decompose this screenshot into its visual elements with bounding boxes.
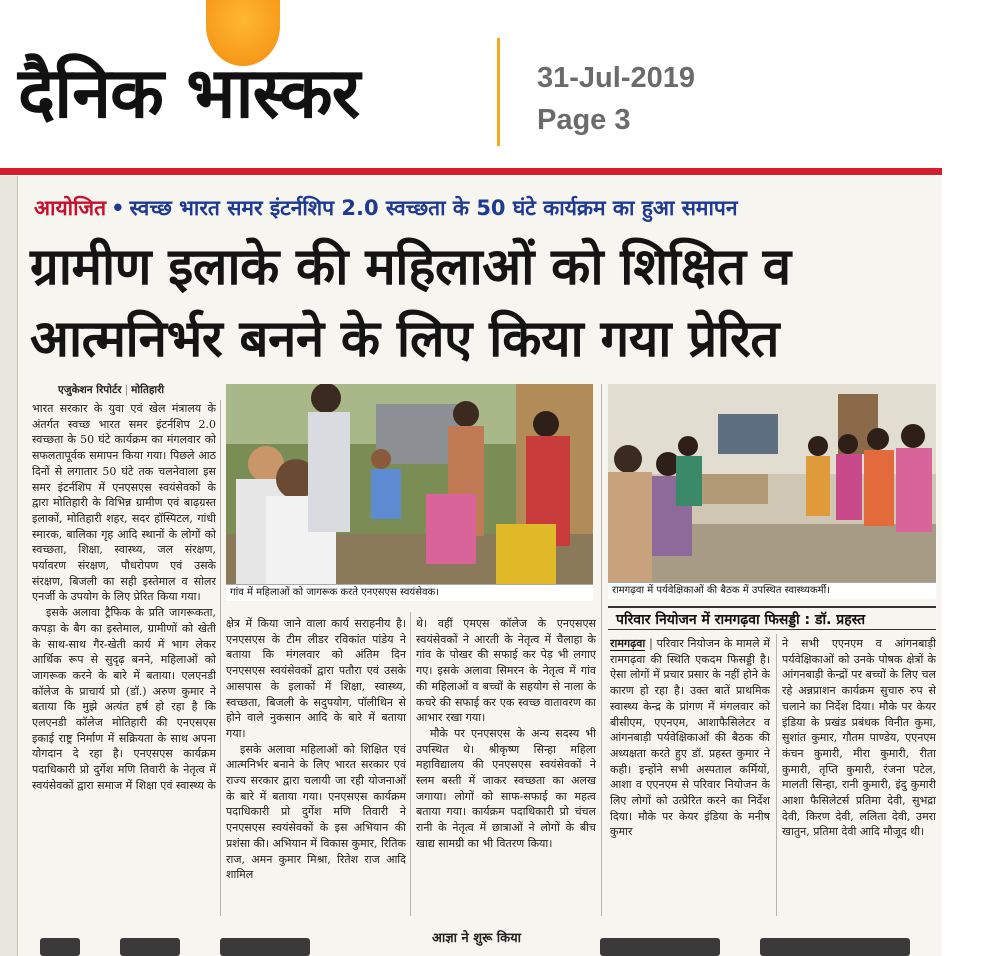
paragraph-body: परिवार नियोजन के मामले में रामगढ़वा की स्थिति एकदम फिसड्डी है। ऐसा लोगों में प्रचार प्रसार के नहीं होने के कारण हो रहा है। उक्त बातें प्राथमिक स्वास्थ्य केन्द्र के प्रांगण में मंगलवार को बीसीएम, एएनएम, आशाफैसिलेटर व आंगनबाड़ी पर्यवेक्षिकाओं की बैठक की अध्यक्षता करते हुए डॉ. प्रहस्त कुमार ने कही। इन्होंने सभी अस्पताल कर्मियों, आशा व एएनएम से परिवार नियोजन के लिए लोगों को उत्प्रेरित करने का निर्देश दिया। मौके पर केयर इंडिया के मनीष कुमार: [610, 637, 770, 839]
column-rule: [220, 400, 221, 916]
paragraph: थे। वहीं एमएस कॉलेज के एनएसएस स्वयंसेवकों ने आरती के नेतृत्व में चैलाहा के गांव के पोखर की सफाई कर पेड़ भी लगाए गए। इसके अलावा सिमरन के नेतृत्व में गांव की महिलाओं व बच्चों के सहयोग से नाला के कचरे की सफाई कर एक स्वच्छ वातावरण का आभार रखा गया।: [416, 617, 596, 725]
headline-line-2: आत्मनिर्भर बनने के लिए किया गया प्रेरित: [30, 310, 779, 369]
headline-line-1: ग्रामीण इलाके की महिलाओं को शिक्षित व: [30, 238, 791, 297]
byline-separator: |: [124, 384, 129, 396]
byline-place: मोतिहारी: [131, 384, 165, 396]
kicker-line: [34, 192, 737, 224]
cropped-headline-fragment: [40, 938, 80, 956]
photo-volunteers-with-women: [226, 384, 593, 584]
page-number: Page 3: [537, 104, 631, 136]
masthead-divider: [497, 38, 500, 146]
kicker-bullet: •: [111, 196, 125, 220]
photo-health-meeting: [608, 384, 936, 582]
paragraph: भारत सरकार के युवा एवं खेल मंत्रालय के अंतर्गत स्वच्छ भारत समर इंटर्नशिप 2.0 स्वच्छता के 50 घंटे कार्यक्रम का मंगलवार को सफलतापूर्वक समापन किया गया। पिछले आठ दिनों से लगातार 50 घंटे तक चलनेवाला इस समर इंटर्नशिप में एनएसएस स्वयंसेवकों के द्वारा मोतिहारी के विभिन्न ग्रामीण एवं बाढ़ग्रस्त इलाकों, मोतिहारी शहर, सदर हॉस्पिटल, गांधी स्मारक, बालिका गृह आदि स्थानों के लोगों को स्वच्छता, शिक्षा, स्वास्थ्य, जल संरक्षण, पर्यावरण संरक्षण, पौधरोपण एवं उसके संरक्षण, बिजली का सही इस्तेमाल व सोलर एनर्जी के उपयोग के लिए प्रेरित किया गया।: [32, 402, 216, 604]
cropped-headline-fragment: [760, 938, 910, 956]
side-story-headline: परिवार नियोजन में रामगढ़वा फिसड्डी : डॉ. प्रहस्त: [608, 606, 936, 630]
cropped-headline-fragment: [220, 938, 310, 956]
kicker-tag: आयोजित: [34, 196, 107, 220]
article-column-2: [226, 616, 406, 916]
headline: [30, 232, 930, 376]
side-story-column-1: [610, 636, 770, 916]
dateline: रामगढ़वा: [610, 637, 646, 650]
paragraph: इसके अलावा ट्रैफिक के प्रति जागरूकता, कपड़ा के बैग का इस्तेमाल, ग्रामीणों को खेती के साथ-साथ गैर-खेती कार्य में भाग लेकर आर्थिक रूप से सुदृढ़ बनने, महिलाओं को जागरूक करने के बारे में बताया। एलएनडी कॉलेज के प्राचार्य प्रो (डॉ.) अरुण कुमार ने बताया कि मुझे अत्यंत हर्ष हो रहा है कि एलएनडी कॉलेज मोतिहारी की एनएसएस इकाई राष्ट्र निर्माण में सक्रियता के साथ अपना योगदान दे रहा है। एनएसएस कार्यक्रम पदाधिकारी प्रो दुर्गेश मणि तिवारी के नेतृत्व में स्वयंसेवकों द्वारा समाज में शिक्षा एवं स्वास्थ्य के: [32, 606, 216, 792]
paragraph: मौके पर एनएसएस के अन्य सदस्य भी उपस्थित थे। श्रीकृष्ण सिन्हा महिला महाविद्यालय की एनएसएस स्वयंसेवकों ने स्लम बस्ती में जाकर स्वच्छता का अलख जगाया। लोगों को साफ-सफाई का महत्व बताया गया। कार्यक्रम पदाधिकारी प्रो चंचल रानी के नेतृत्व में छात्राओं ने लोगों के बीच खाद्य सामग्री का भी वितरण किया।: [416, 726, 596, 850]
cropped-headline-fragment: [120, 938, 180, 956]
newspaper-logo: दैनिक भास्कर: [18, 52, 360, 134]
paragraph: क्षेत्र में किया जाने वाला कार्य सराहनीय है। एनएसएस के टीम लीडर रविकांत पांडेय ने बताया कि मंगलवार को अंतिम दिन एनएसएस स्वयंसेवकों द्वारा पतौरा एवं उसके आसपास के इलाकों में शिक्षा, स्वास्थ्य, स्वच्छता, बिजली के सदुपयोग, पॉलीथिन से होने वाले नुकसान आदि के बारे में बताया गया।: [226, 617, 406, 740]
column-rule: [601, 384, 602, 916]
kicker-text: स्वच्छ भारत समर इंटर्नशिप 2.0 स्वच्छता के 50 घंटे कार्यक्रम का हुआ समापन: [129, 196, 738, 220]
photo-1-caption: गांव में महिलाओं को जागरूक करते एनएसएस स्वयंसेवक।: [226, 584, 593, 601]
photo-illustration: [226, 384, 593, 584]
byline-author: एजुकेशन रिपोर्टर: [58, 384, 122, 396]
edition-date: 31-Jul-2019: [537, 62, 695, 94]
column-rule: [776, 634, 777, 916]
next-article-teaser: [0, 928, 942, 956]
article-column-1: [32, 401, 216, 913]
paragraph: इसके अलावा महिलाओं को शिक्षित एवं आत्मनिर्भर बनाने के लिए भारत सरकार एवं राज्य सरकार द्वारा चलायी जा रही योजनाओं के बारे में बताया गया। एनएसएस कार्यक्रम पदाधिकारी प्रो दुर्गेश मणि तिवारी ने एनएसएस स्वयंसेवकों के इस अभियान की प्रशंसा की। अभियान में विकास कुमार, रितिक राज, अमन कुमार मिश्रा, रितेश राज आदि शामिल: [226, 742, 406, 882]
photo-illustration: [608, 384, 936, 582]
paragraph: रामगढ़वा | परिवार नियोजन के मामले में रामगढ़वा की स्थिति एकदम फिसड्डी है। ऐसा लोगों में प्रचार प्रसार के नहीं होने के कारण हो रहा है। उक्त बातें प्राथमिक स्वास्थ्य केन्द्र के प्रांगण में मंगलवार को बीसीएम, एएनएम, आशाफैसिलेटर व आंगनबाड़ी पर्यवेक्षिकाओं की बैठक की अध्यक्षता करते हुए डॉ. प्रहस्त कुमार ने कही। इन्होंने सभी अस्पताल कर्मियों, आशा व एएनएम से परिवार नियोजन के लिए लोगों को उत्प्रेरित करने का निर्देश दिया। मौके पर केयर इंडिया के मनीष कुमार: [610, 637, 770, 839]
paragraph: ने सभी एएनएम व आंगनबाड़ी पर्यवेक्षिकाओं को उनके पोषक क्षेत्रों के आंगनबाड़ी केन्द्रों पर बच्चों के लिए चल रहे अन्नप्राशन कार्यक्रम सुचारु रुप से चलाने का निर्देश दिया। मौके पर केयर इंडिया के प्रखंड प्रबंधक विनीत कुमा, सुशांत कुमार, गौतम पाण्डेय, एएनएम कंचन कुमारी, मीरा कुमारी, रीता कुमारी, तृप्ति कुमारी, रंजना पटेल, मालती सिन्हा, रानी कुमारी, इंदु कुमारी आशा फैसिलेटर्स प्रतिमा देवी, सुभद्रा देवी, किरण देवी, ललिता देवी, उमरा खातुन, प्रतिमा देवी आदि मौजूद थी।: [782, 637, 936, 839]
photo-2-caption: रामगढ़वा में पर्यवेक्षिकाओं की बैठक में उपस्थित स्वास्थ्यकर्मी।: [608, 582, 936, 599]
side-story-column-2: [782, 636, 936, 916]
masthead-rule: [0, 168, 942, 175]
column-rule: [410, 612, 411, 916]
masthead: [0, 0, 998, 178]
adjacent-column-edge: [0, 176, 18, 956]
teaser-kicker: आज्ञा ने शुरू किया: [432, 931, 521, 946]
article-column-3: [416, 616, 596, 916]
page-margin: [942, 176, 998, 956]
byline: [58, 383, 164, 397]
cropped-headline-fragment: [600, 938, 720, 956]
